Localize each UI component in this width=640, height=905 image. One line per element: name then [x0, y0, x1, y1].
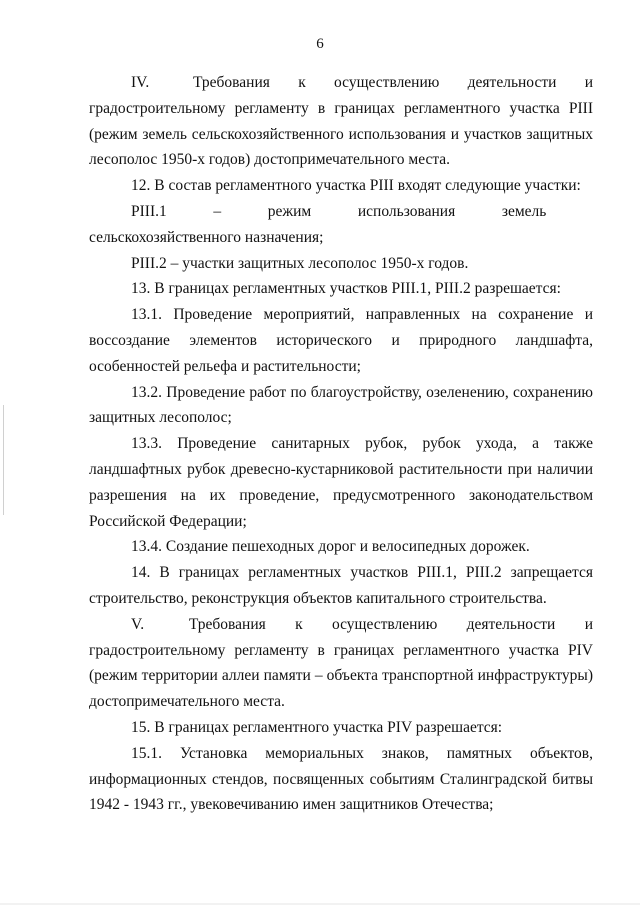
- scan-artifact-line: [3, 405, 4, 515]
- document-body: [89, 70, 593, 818]
- clause-13-3: 13.3. Проведение санитарных рубок, рубок ухода, а также ландшафтных рубок древесно-кустарниковой растительности при наличии разрешения на их проведение, предусмотренного законодательством Российской Федерации;: [89, 435, 593, 530]
- clause-15: 15. В границах регламентного участка PIV разрешается:: [131, 718, 503, 736]
- section-iv-heading: IV. Требования к осуществлению деятельности и градостроительному регламенту в границах регламентного участка PIII (режим земель сельскохозяйственного использования и участков защитных лесополос 1950-х годов) достопримечательного места.: [89, 74, 593, 169]
- clause-piii-2: PIII.2 – участки защитных лесополос 1950-х годов.: [131, 254, 469, 272]
- clause-13: 13. В границах регламентных участков PIII.1, PIII.2 разрешается:: [131, 280, 561, 298]
- clause-12: 12. В состав регламентного участка PIII входят следующие участки:: [131, 177, 581, 195]
- clause-piii-1: PIII.1 – режим использования земель сельскохозяйственного назначения;: [89, 202, 593, 246]
- clause-14: 14. В границах регламентных участков PIII.1, PIII.2 запрещается строительство, реконструкция объектов капитального строительства.: [89, 564, 593, 607]
- clause-13-2: 13.2. Проведение работ по благоустройству, озеленению, сохранению защитных лесополос;: [89, 383, 593, 427]
- page-number: 6: [316, 36, 324, 52]
- clause-13-4: 13.4. Создание пешеходных дорог и велосипедных дорожек.: [131, 538, 530, 556]
- clause-13-1: 13.1. Проведение мероприятий, направленных на сохранение и воссоздание элементов исторического и природного ландшафта, особенностей рельефа и растительности;: [89, 306, 593, 375]
- clause-15-1: 15.1. Установка мемориальных знаков, памятных объектов, информационных стендов, посвященных событиям Сталинградской битвы 1942 - 1943 гг., увековечиванию имен защитников Отечества;: [89, 744, 593, 814]
- section-v-heading: V. Требования к осуществлению деятельности и градостроительному регламенту в границах регламентного участка PIV (режим территории аллеи памяти – объекта транспортной инфраструктуры) достопримечательного места.: [89, 615, 593, 711]
